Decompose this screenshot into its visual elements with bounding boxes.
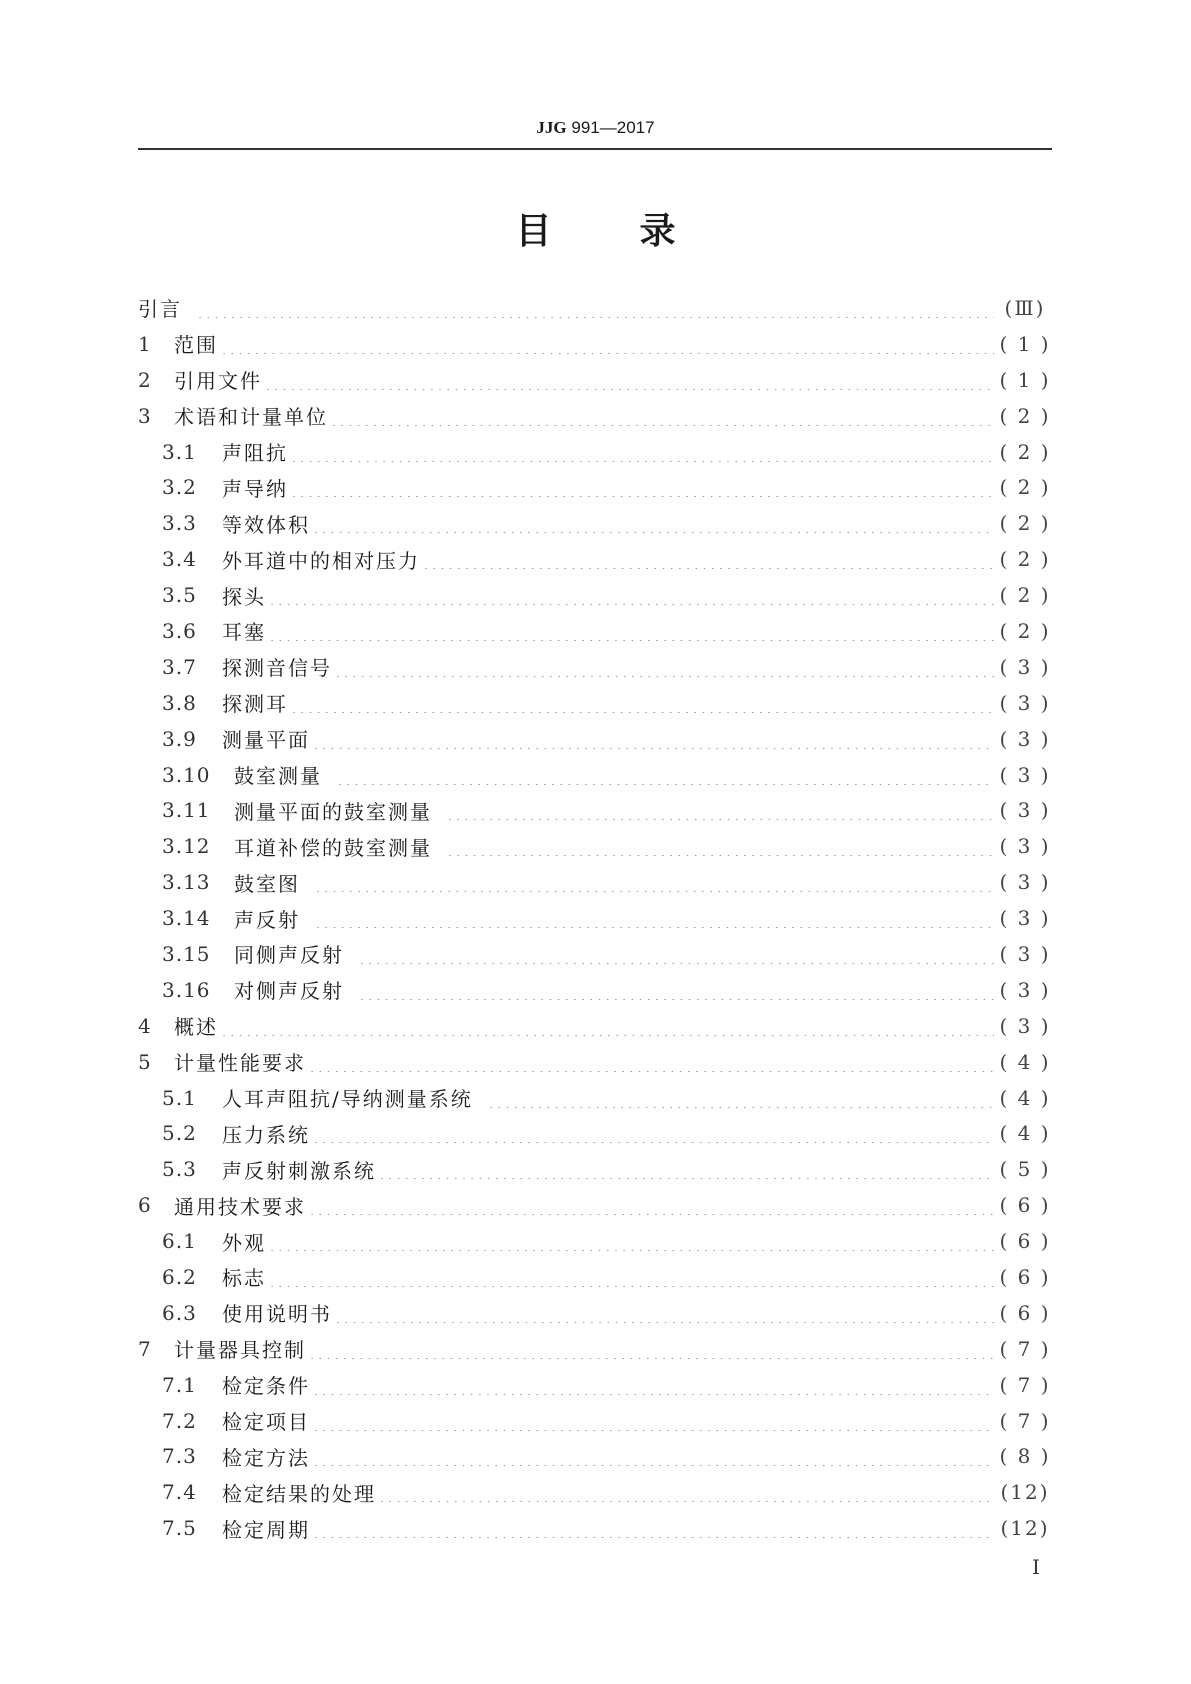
dot-leader [308,1195,994,1215]
toc-entry[interactable] [138,469,1052,505]
toc-entry-label: 探测耳 [222,692,288,717]
toc-entry[interactable] [138,326,1052,362]
toc-entry-label: 对侧声反射 [234,979,344,1004]
dot-leader [290,477,994,497]
toc-entry[interactable] [138,434,1052,470]
dot-leader [378,1159,994,1179]
page-number: I [1032,1555,1040,1579]
toc-entry-number: 3.10 [162,762,211,787]
dot-leader [330,406,994,426]
toc-entry-number: 3.8 [162,690,197,715]
toc-entry-number: 7 [138,1336,151,1361]
toc-entry-number: 3.4 [162,547,197,572]
toc-entry-label: 检定周期 [222,1517,310,1542]
toc-entry-label: 标志 [222,1266,266,1291]
page-title-char-2: 录 [639,211,676,252]
toc-entry-page: ( 3 ) [999,798,1051,823]
dot-leader [314,908,994,928]
toc-entry-page: ( 3 ) [999,906,1051,931]
toc-entry[interactable] [138,900,1052,936]
toc-entry-page: ( 5 ) [999,1157,1051,1182]
toc-entry-label: 人耳声阻抗/导纳测量系统 [222,1087,473,1112]
toc-entry[interactable] [138,577,1052,613]
toc-entry-page: (Ⅲ) [1004,295,1046,320]
dot-leader [312,1446,994,1466]
toc-entry[interactable] [138,1151,1052,1187]
toc-entry-number: 5 [138,1049,151,1074]
toc-entry-label: 检定结果的处理 [222,1481,376,1506]
dot-leader [446,800,994,820]
toc-entry-label: 声导纳 [222,476,288,501]
toc-entry-page: ( 3 ) [999,834,1051,859]
toc-entry-number: 7.4 [162,1480,197,1505]
toc-entry-page: (12) [1000,1516,1050,1541]
dot-leader [422,549,994,569]
toc-entry[interactable] [138,1223,1052,1259]
toc-entry-page: ( 2 ) [999,583,1051,608]
dot-leader [378,1482,994,1502]
toc-entry-page: ( 6 ) [999,1300,1051,1325]
dot-leader [334,1303,994,1323]
dot-leader [334,657,994,677]
toc-entry-number: 6.1 [162,1229,197,1254]
toc-entry[interactable] [138,1510,1052,1546]
toc-entry[interactable] [138,398,1052,434]
toc-entry-number: 3 [138,403,151,428]
toc-entry-page: ( 3 ) [999,690,1051,715]
toc-entry[interactable] [138,757,1052,793]
toc-entry-page: ( 4 ) [999,1049,1051,1074]
toc-entry-number: 7.3 [162,1444,197,1469]
toc-entry-number: 3.7 [162,654,197,679]
toc-entry[interactable] [138,362,1052,398]
toc-entry-label: 术语和计量单位 [174,405,328,430]
toc-entry-label: 声反射 [234,907,300,932]
toc-entry[interactable] [138,972,1052,1008]
toc-entry-number: 7.1 [162,1372,197,1397]
toc-entry-page: ( 6 ) [999,1193,1051,1218]
dot-leader [268,1267,994,1287]
toc-entry-label: 测量平面的鼓室测量 [234,799,432,824]
toc-entry-number: 3.3 [162,511,197,536]
dot-leader [290,693,994,713]
toc-entry[interactable] [138,721,1052,757]
toc-entry[interactable] [138,1044,1052,1080]
toc-entry[interactable] [138,685,1052,721]
toc-entry-page: ( 7 ) [999,1372,1051,1397]
toc-entry[interactable] [138,505,1052,541]
toc-entry-label: 鼓室测量 [234,764,322,789]
toc-entry-number: 3.1 [162,439,197,464]
dot-leader [336,765,994,785]
toc-entry-page: ( 3 ) [999,762,1051,787]
toc-entry-page: ( 1 ) [999,331,1051,356]
toc-entry-label: 探测音信号 [222,656,332,681]
toc-entry-page: ( 3 ) [999,941,1051,966]
toc-entry-number: 2 [138,367,151,392]
toc-entry-number: 3.2 [162,475,197,500]
dot-leader [290,442,994,462]
dot-leader [220,1016,994,1036]
toc-entry-label: 计量性能要求 [174,1051,306,1076]
dot-leader [312,513,994,533]
dot-leader [308,1052,994,1072]
toc-entry-label: 鼓室图 [234,871,300,896]
toc-entry-number: 3.16 [162,977,211,1002]
dot-leader [268,621,994,641]
toc-entry[interactable] [138,1403,1052,1439]
toc-entry-page: ( 1 ) [999,367,1051,392]
toc-entry-number: 3.6 [162,618,197,643]
dot-leader [487,1088,994,1108]
toc-entry-page: ( 2 ) [999,403,1051,428]
toc-entry-label: 概述 [174,1015,218,1040]
toc-entry[interactable] [138,1080,1052,1116]
toc-entry-label: 同侧声反射 [234,943,344,968]
document-code-number: 991—2017 [566,118,655,137]
toc-entry-label: 外观 [222,1230,266,1255]
toc-entry-page: ( 2 ) [999,547,1051,572]
toc-entry-label: 压力系统 [222,1122,310,1147]
toc-entry-page: ( 3 ) [999,654,1051,679]
dot-leader [268,585,994,605]
toc-entry-label: 外耳道中的相对压力 [222,548,420,573]
toc-entry[interactable] [138,1115,1052,1151]
toc-entry[interactable] [138,1474,1052,1510]
toc-entry-label: 等效体积 [222,512,310,537]
toc-entry-number: 4 [138,1013,151,1038]
dot-leader [196,298,994,318]
toc-entry-label: 检定方法 [222,1445,310,1470]
toc-entry-label: 测量平面 [222,728,310,753]
toc-entry-number: 5.3 [162,1157,197,1182]
table-of-contents [138,290,1052,1546]
toc-entry-label: 声阻抗 [222,441,288,465]
toc-entry-page: ( 3 ) [999,1013,1051,1038]
toc-entry[interactable] [138,1295,1052,1331]
toc-entry[interactable] [138,1331,1052,1367]
toc-entry-label: 检定条件 [222,1374,310,1399]
toc-entry-label: 检定项目 [222,1410,310,1435]
toc-entry-label: 使用说明书 [222,1302,332,1327]
dot-leader [312,1123,994,1143]
dot-leader [358,980,994,1000]
page-title [0,203,1191,254]
toc-entry-page: ( 2 ) [999,439,1051,464]
toc-entry-number: 6.3 [162,1300,197,1325]
toc-entry-label: 范围 [174,333,218,358]
toc-entry-number: 7.5 [162,1516,197,1541]
toc-entry-label: 耳道补偿的鼓室测量 [234,835,432,860]
toc-entry-page: ( 6 ) [999,1229,1051,1254]
toc-entry[interactable] [138,1187,1052,1223]
toc-entry-page: (12) [1000,1480,1050,1505]
dot-leader [268,1231,994,1251]
toc-entry-number: 3.9 [162,726,197,751]
toc-entry-number: 5.1 [162,1085,197,1110]
toc-entry-label: 引言 [138,297,182,322]
toc-entry-number: 5.2 [162,1121,197,1146]
toc-entry-number: 3.12 [162,834,211,859]
toc-entry-page: ( 7 ) [999,1336,1051,1361]
toc-entry-number: 3.11 [162,798,211,823]
toc-entry-label: 探头 [222,584,266,609]
dot-leader [264,370,994,390]
toc-entry-page: ( 7 ) [999,1408,1051,1433]
toc-entry[interactable] [138,1008,1052,1044]
dot-leader [220,334,994,354]
toc-entry[interactable] [138,828,1052,864]
dot-leader [312,1375,994,1395]
toc-entry[interactable] [138,1439,1052,1475]
dot-leader [312,1411,994,1431]
toc-entry-number: 3.15 [162,941,211,966]
dot-leader [314,872,994,892]
toc-entry-page: ( 2 ) [999,475,1051,500]
toc-entry-number: 1 [138,331,151,356]
toc-entry[interactable] [138,864,1052,900]
toc-entry-page: ( 2 ) [999,618,1051,643]
toc-entry[interactable] [138,1367,1052,1403]
toc-entry-label: 引用文件 [174,369,262,394]
toc-entry[interactable] [138,792,1052,828]
toc-entry-page: ( 3 ) [999,870,1051,895]
document-code-prefix: JJG [536,118,567,137]
toc-entry-number: 6.2 [162,1264,197,1289]
toc-entry[interactable] [138,541,1052,577]
toc-entry-label: 耳塞 [222,620,266,645]
dot-leader [358,944,994,964]
toc-entry[interactable] [138,1259,1052,1295]
toc-entry-number: 3.14 [162,906,211,931]
toc-entry[interactable] [138,649,1052,685]
toc-entry-page: ( 4 ) [999,1085,1051,1110]
toc-entry-number: 3.13 [162,870,211,895]
toc-entry[interactable] [138,290,1052,326]
toc-entry-page: ( 3 ) [999,977,1051,1002]
toc-entry-label: 声反射刺激系统 [222,1158,376,1183]
toc-entry-page: ( 6 ) [999,1264,1051,1289]
toc-entry[interactable] [138,613,1052,649]
toc-entry[interactable] [138,936,1052,972]
toc-entry-page: ( 8 ) [999,1444,1051,1469]
document-code [0,118,1191,138]
dot-leader [308,1339,994,1359]
header-divider [138,148,1052,150]
toc-entry-label: 计量器具控制 [174,1338,306,1363]
dot-leader [312,729,994,749]
toc-entry-page: ( 4 ) [999,1121,1051,1146]
toc-entry-page: ( 3 ) [999,726,1051,751]
toc-entry-label: 通用技术要求 [174,1194,306,1219]
toc-entry-number: 7.2 [162,1408,197,1433]
toc-entry-page: ( 2 ) [999,511,1051,536]
toc-entry-number: 6 [138,1193,151,1218]
dot-leader [446,836,994,856]
toc-entry-number: 3.5 [162,583,197,608]
page-title-char-1: 目 [515,211,552,252]
dot-leader [312,1518,994,1538]
